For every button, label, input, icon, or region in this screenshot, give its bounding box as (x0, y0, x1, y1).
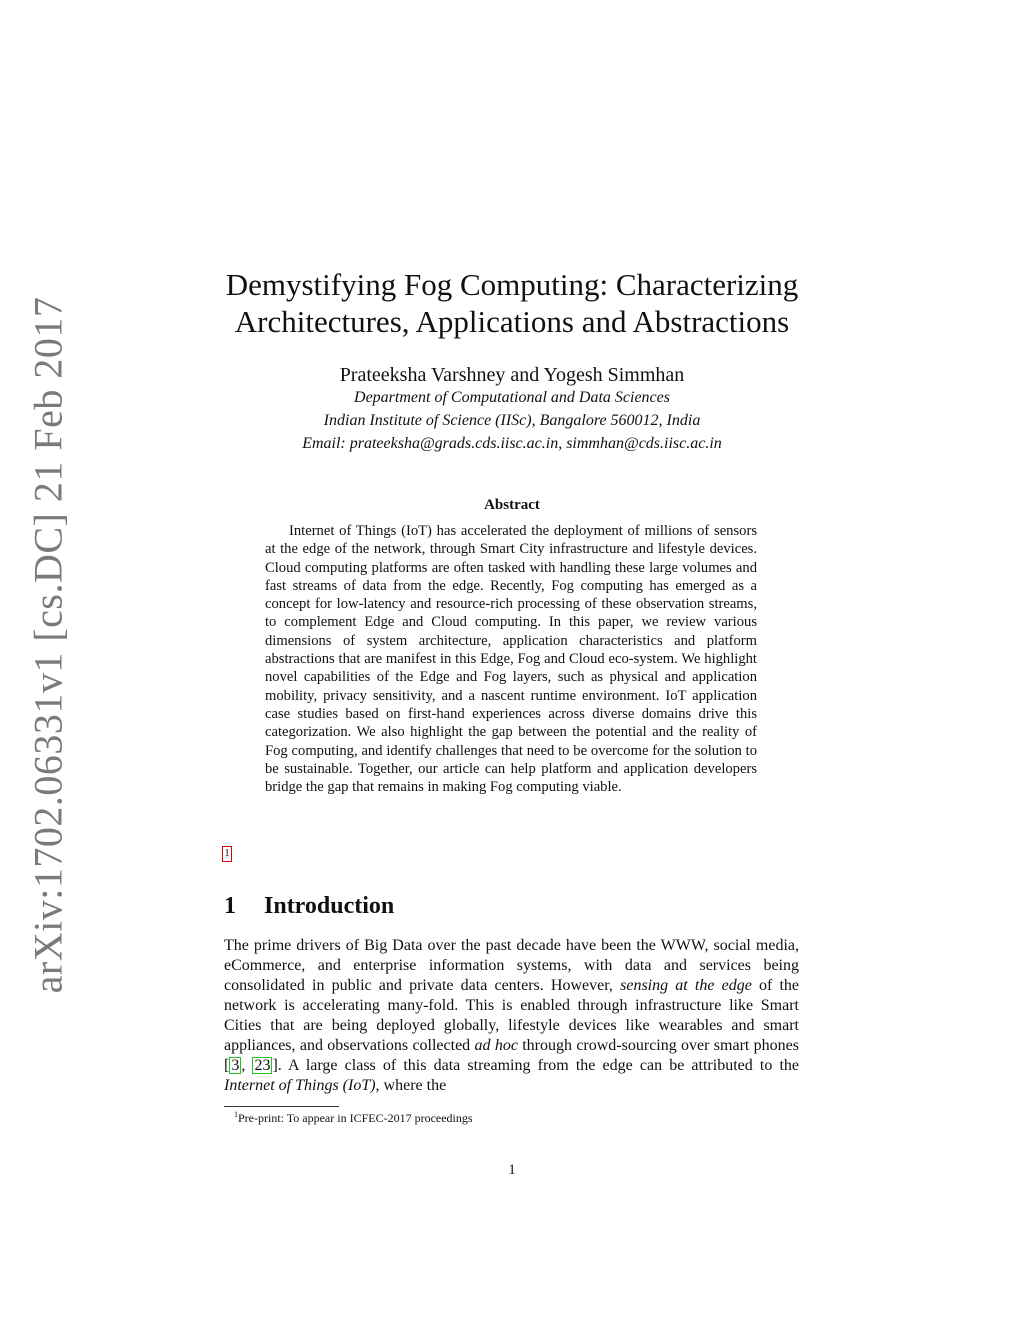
section-title: Introduction (264, 893, 395, 919)
section-heading-introduction (224, 893, 394, 920)
arxiv-identifier-text: arXiv:1702.06331v1 [cs.DC] 21 Feb 2017 (25, 296, 71, 994)
title-line-2: Architectures, Applications and Abstractions (234, 304, 790, 339)
intro-text: The prime drivers of Big Data over the past decade have been the WWW, social media, eCommerce, and enterprise information systems, with data and services being consolidated in public and private data centers. However, (224, 937, 799, 994)
paper-authors: Prateeksha Varshney and Yogesh Simmhan (339, 364, 685, 386)
introduction-paragraph (224, 936, 799, 1096)
intro-emphasis: Internet of Things (IoT) (224, 1077, 376, 1094)
footnote-link-marker[interactable]: 1 (222, 846, 232, 862)
intro-emphasis: ad hoc (474, 1037, 518, 1054)
intro-text: of the network is accelerating many-fold. This is enabled through infrastructure like Smart Cities that are being deployed globally, lifestyle devices like wearables and smart appliances, and observations collected (224, 977, 800, 1054)
intro-text: , (241, 1057, 253, 1074)
citation-link[interactable]: 3 (231, 1057, 240, 1074)
footnote (234, 1110, 473, 1126)
intro-text: ]. A large class of this data streaming from the edge can be attributed to the (272, 1057, 800, 1074)
citation-link[interactable]: 23 (254, 1057, 271, 1074)
intro-text: through crowd-sourcing over smart phones [ (224, 1037, 799, 1074)
title-line-1: Demystifying Fog Computing: Characterizing (225, 267, 799, 302)
page-number: 1 (508, 1162, 516, 1178)
paper-title (0, 266, 1024, 340)
section-number: 1 (224, 893, 236, 919)
author-department: Department of Computational and Data Sciences (354, 389, 670, 406)
author-institute: Indian Institute of Science (IISc), Bangalore 560012, India (323, 412, 701, 429)
footnote-mark: 1 (234, 1110, 238, 1119)
author-email: Email: prateeksha@grads.cds.iisc.ac.in, simmhan@cds.iisc.ac.in (302, 435, 722, 452)
intro-text: , where the (375, 1077, 447, 1094)
intro-emphasis: sensing at the edge (620, 977, 752, 994)
footnote-text: Pre-print: To appear in ICFEC-2017 proceedings (238, 1111, 473, 1125)
abstract-body: Internet of Things (IoT) has accelerated the deployment of millions of sensors at the edge of the network, through Smart City infrastructure and lifestyle devices. Cloud computing platforms are often tasked with handling these large volumes and fast streams of data from the edge. Recently, Fog computing has emerged as a concept for low-latency and resource-rich processing of these observation streams, to complement Edge and Cloud computing. In this paper, we review various dimensions of system architecture, application characteristics and platform abstractions that are manifest in this Edge, Fog and Cloud eco-system. We highlight novel capabilities of the Edge and Fog layers, such as physical and application mobility, privacy sensitivity, and a nascent runtime environment. IoT application case studies based on first-hand experiences across diverse domains drive this categorization. We also highlight the gap between the potential and the reality of Fog computing, and identify challenges that need to be overcome for the solution to be sustainable. Together, our article can help platform and application developers bridge the gap that remains in making Fog computing viable. (265, 523, 757, 796)
footnote-divider (224, 1106, 339, 1107)
abstract-heading: Abstract (484, 497, 540, 513)
